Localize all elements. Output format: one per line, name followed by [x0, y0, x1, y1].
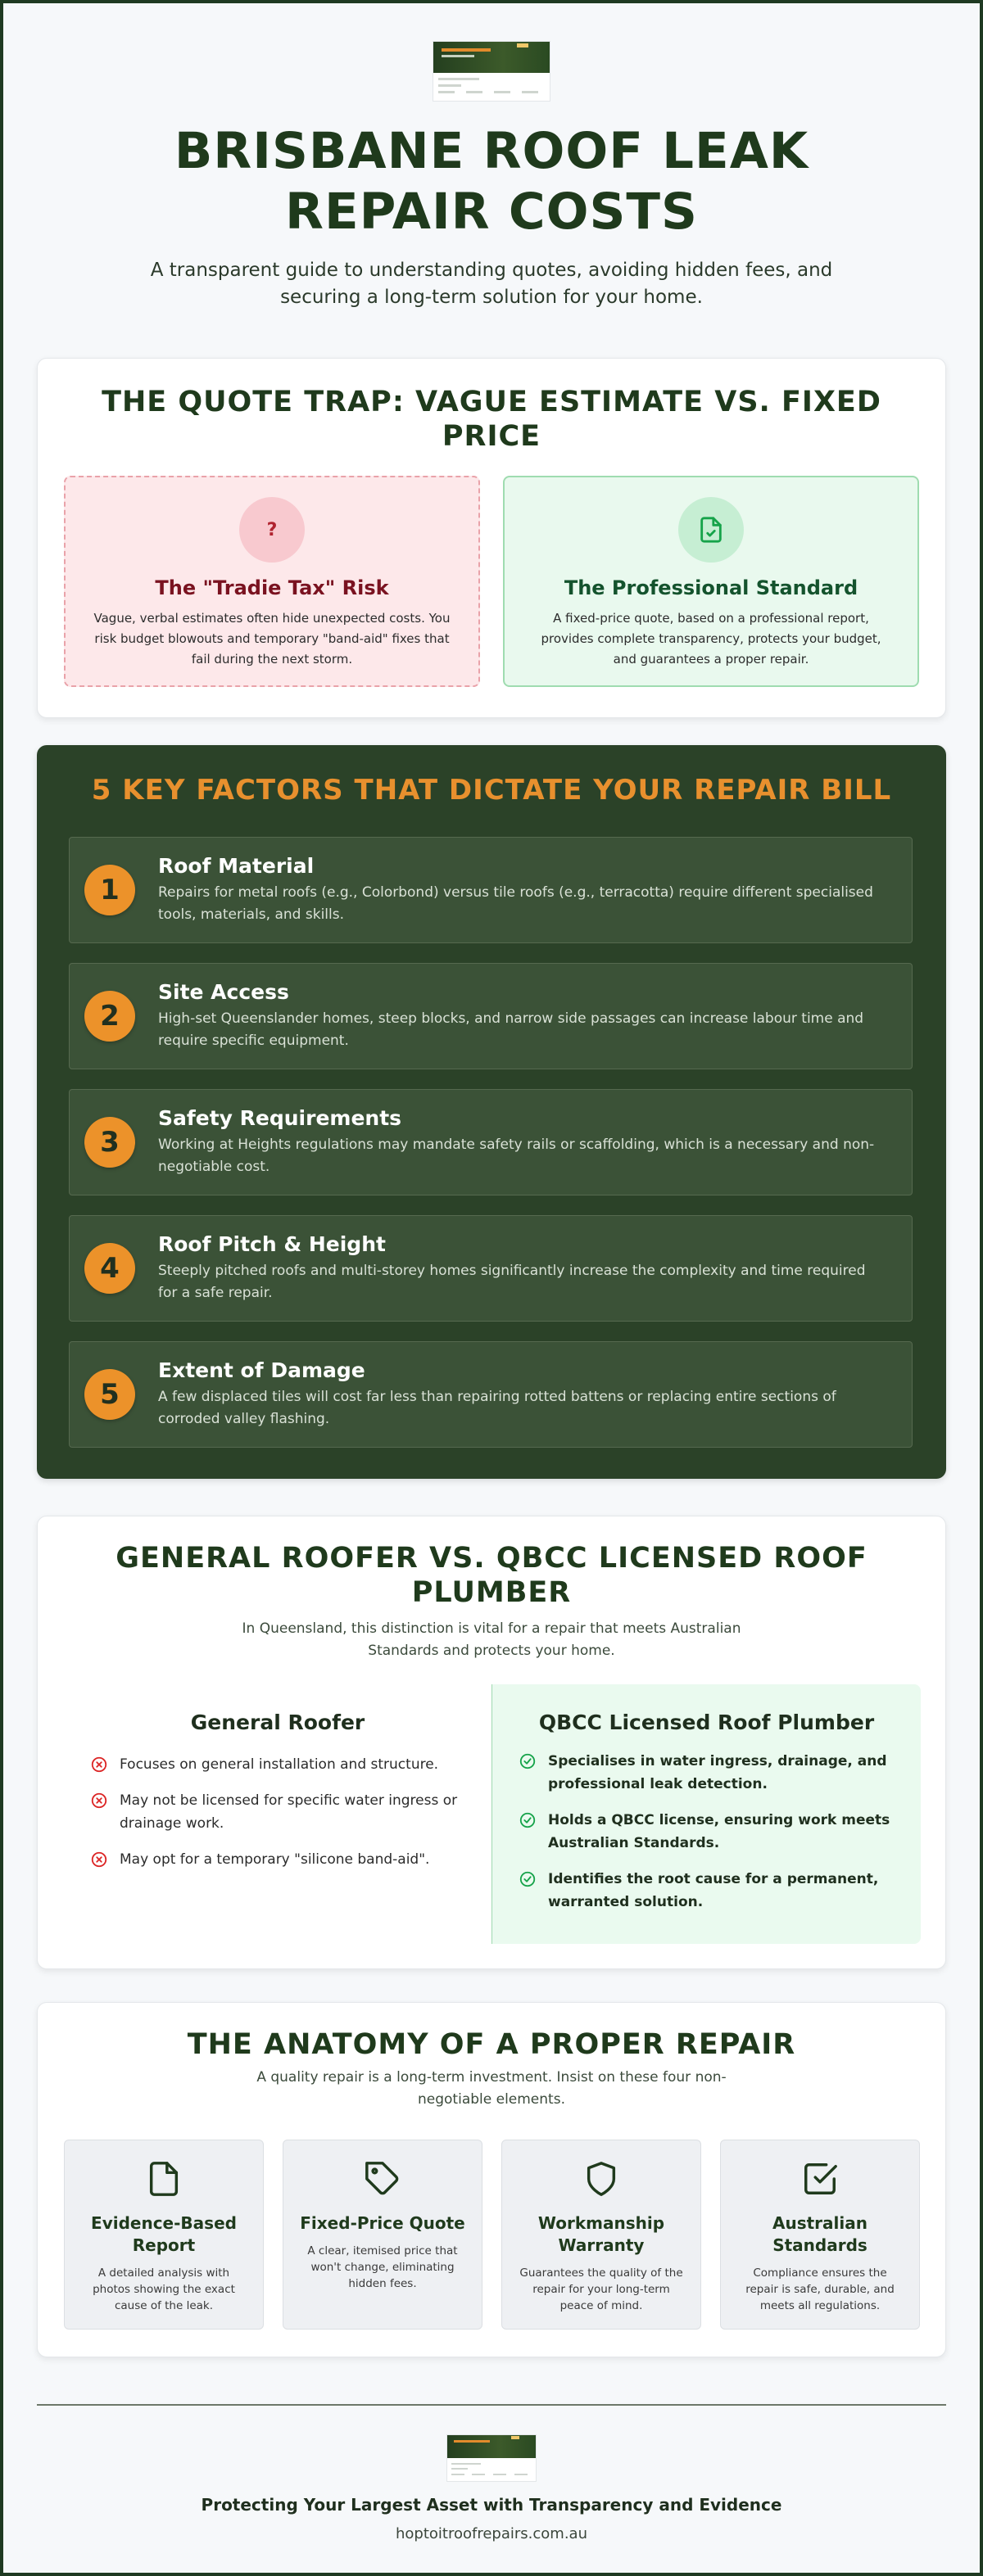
card-text: Compliance ensures the repair is safe, durable, and meets all regulations.: [745, 2266, 895, 2312]
card-title: Australian Standards: [772, 2213, 867, 2255]
tag-icon: [364, 2160, 401, 2198]
question-glyph: ?: [266, 519, 278, 540]
check-circle-icon: [519, 1870, 537, 1888]
comparison-section: [37, 1516, 946, 1969]
standard-text: A fixed-price quote, based on a professional report, provides complete transparency, protects your budget, and guarantees a proper repair.: [541, 611, 881, 667]
footer-tagline: Protecting Your Largest Asset with Transparency and Evidence: [201, 2495, 782, 2515]
tradie-tax-risk-box: [64, 476, 480, 687]
factor-title: Extent of Damage: [158, 1358, 365, 1382]
list-item: [90, 1848, 475, 1871]
document-check-icon: [678, 497, 744, 563]
page-title: BRISBANE ROOF LEAK REPAIR COSTS: [174, 122, 809, 241]
card-text: A clear, itemised price that won't change, eliminating hidden fees.: [307, 2244, 458, 2290]
factor-number-badge: 3: [84, 1117, 135, 1168]
anatomy-subtitle: A quality repair is a long-term investment. Insist on these four non-negotiable elements.: [256, 2069, 727, 2108]
standard-heading: The Professional Standard: [564, 576, 858, 599]
checkbox-icon: [801, 2160, 839, 2198]
factor-number-badge: 4: [84, 1243, 135, 1294]
comparison-title: GENERAL ROOFER VS. QBCC LICENSED ROOF PLUMBER: [116, 1542, 867, 1609]
document-icon: [145, 2160, 183, 2198]
list-item: [519, 1809, 895, 1855]
factors-title: 5 KEY FACTORS THAT DICTATE YOUR REPAIR BILL: [91, 774, 892, 807]
factor-item: [69, 837, 913, 943]
card-title: Evidence-Based Report: [91, 2213, 237, 2255]
page-subtitle: A transparent guide to understanding quotes, avoiding hidden fees, and securing a long-term solution for your home.: [150, 260, 833, 308]
factor-title: Roof Material: [158, 854, 315, 878]
question-icon: [239, 497, 305, 563]
x-circle-icon: [90, 1756, 108, 1774]
factor-number-badge: 2: [84, 991, 135, 1042]
x-circle-icon: [90, 1792, 108, 1810]
general-roofer-column: [64, 1688, 492, 1944]
anatomy-section: [37, 2002, 946, 2357]
general-roofer-heading: General Roofer: [190, 1711, 365, 1734]
anatomy-title: THE ANATOMY OF A PROPER REPAIR: [187, 2028, 796, 2061]
factor-item: [69, 1215, 913, 1322]
factor-number-badge: 5: [84, 1369, 135, 1420]
list-item-text: Specialises in water ingress, drainage, and professional leak detection.: [548, 1753, 887, 1792]
list-item: [519, 1868, 895, 1914]
x-circle-icon: [90, 1851, 108, 1869]
key-factors-section: [37, 745, 946, 1479]
shield-icon: [582, 2160, 620, 2198]
factor-item: [69, 1089, 913, 1195]
card-text: Guarantees the quality of the repair for your long-term peace of mind.: [519, 2266, 683, 2312]
footer-divider: [37, 2404, 946, 2406]
comparison-subtitle: In Queensland, this distinction is vital for a repair that meets Australian Standards and protects your home.: [242, 1620, 741, 1659]
list-item-text: May opt for a temporary "silicone band-aid".: [120, 1851, 430, 1868]
risk-text: Vague, verbal estimates often hide unexpected costs. You risk budget blowouts and temporary "band-aid" fixes that fail during the next storm.: [93, 611, 451, 667]
factor-number-badge: 1: [84, 865, 135, 915]
list-item: [90, 1789, 475, 1835]
check-circle-icon: [519, 1811, 537, 1829]
list-item-text: Focuses on general installation and structure.: [120, 1756, 439, 1773]
risk-heading: The "Tradie Tax" Risk: [155, 576, 389, 599]
card-title: Workmanship Warranty: [537, 2213, 665, 2255]
australian-standards-card: [720, 2140, 920, 2330]
evidence-report-card: [64, 2140, 264, 2330]
card-title: Fixed-Price Quote: [300, 2213, 465, 2233]
card-text: A detailed analysis with photos showing the exact cause of the leak.: [93, 2266, 235, 2312]
list-item-text: Holds a QBCC license, ensuring work meets Australian Standards.: [548, 1812, 890, 1851]
factor-title: Site Access: [158, 980, 289, 1004]
list-item: [519, 1750, 895, 1796]
factor-item: [69, 963, 913, 1069]
factor-description: Steeply pitched roofs and multi-storey homes significantly increase the complexity and time required for a safe repair.: [158, 1263, 866, 1301]
licensed-plumber-heading: QBCC Licensed Roof Plumber: [538, 1711, 875, 1734]
list-item-text: May not be licensed for specific water ingress or drainage work.: [120, 1792, 458, 1832]
factor-description: Repairs for metal roofs (e.g., Colorbond) versus tile roofs (e.g., terracotta) require different specialised tools, materials, and skills.: [158, 884, 873, 923]
factor-title: Roof Pitch & Height: [158, 1232, 386, 1256]
footer-website-url[interactable]: hoptoitroofrepairs.com.au: [396, 2525, 587, 2542]
factor-description: Working at Heights regulations may mandate safety rails or scaffolding, which is a necessary and non-negotiable cost.: [158, 1137, 875, 1175]
list-item: [90, 1753, 475, 1776]
warranty-card: [501, 2140, 701, 2330]
footer-thumbnail-image: [446, 2434, 537, 2482]
list-item-text: Identifies the root cause for a permanent, warranted solution.: [548, 1871, 879, 1910]
quote-trap-section: [37, 358, 946, 718]
professional-standard-box: [503, 476, 919, 687]
factor-description: A few displaced tiles will cost far less than repairing rotted battens or replacing entire sections of corroded valley flashing.: [158, 1389, 836, 1427]
fixed-price-card: [283, 2140, 482, 2330]
factor-title: Safety Requirements: [158, 1106, 402, 1130]
factor-description: High-set Queenslander homes, steep blocks, and narrow side passages can increase labour time and require specific equipment.: [158, 1010, 864, 1049]
header-thumbnail-image: [433, 41, 550, 102]
check-circle-icon: [519, 1752, 537, 1770]
licensed-plumber-column: [492, 1684, 921, 1944]
factor-item: [69, 1341, 913, 1448]
quote-trap-title: THE QUOTE TRAP: VAGUE ESTIMATE VS. FIXED PRICE: [102, 386, 881, 453]
